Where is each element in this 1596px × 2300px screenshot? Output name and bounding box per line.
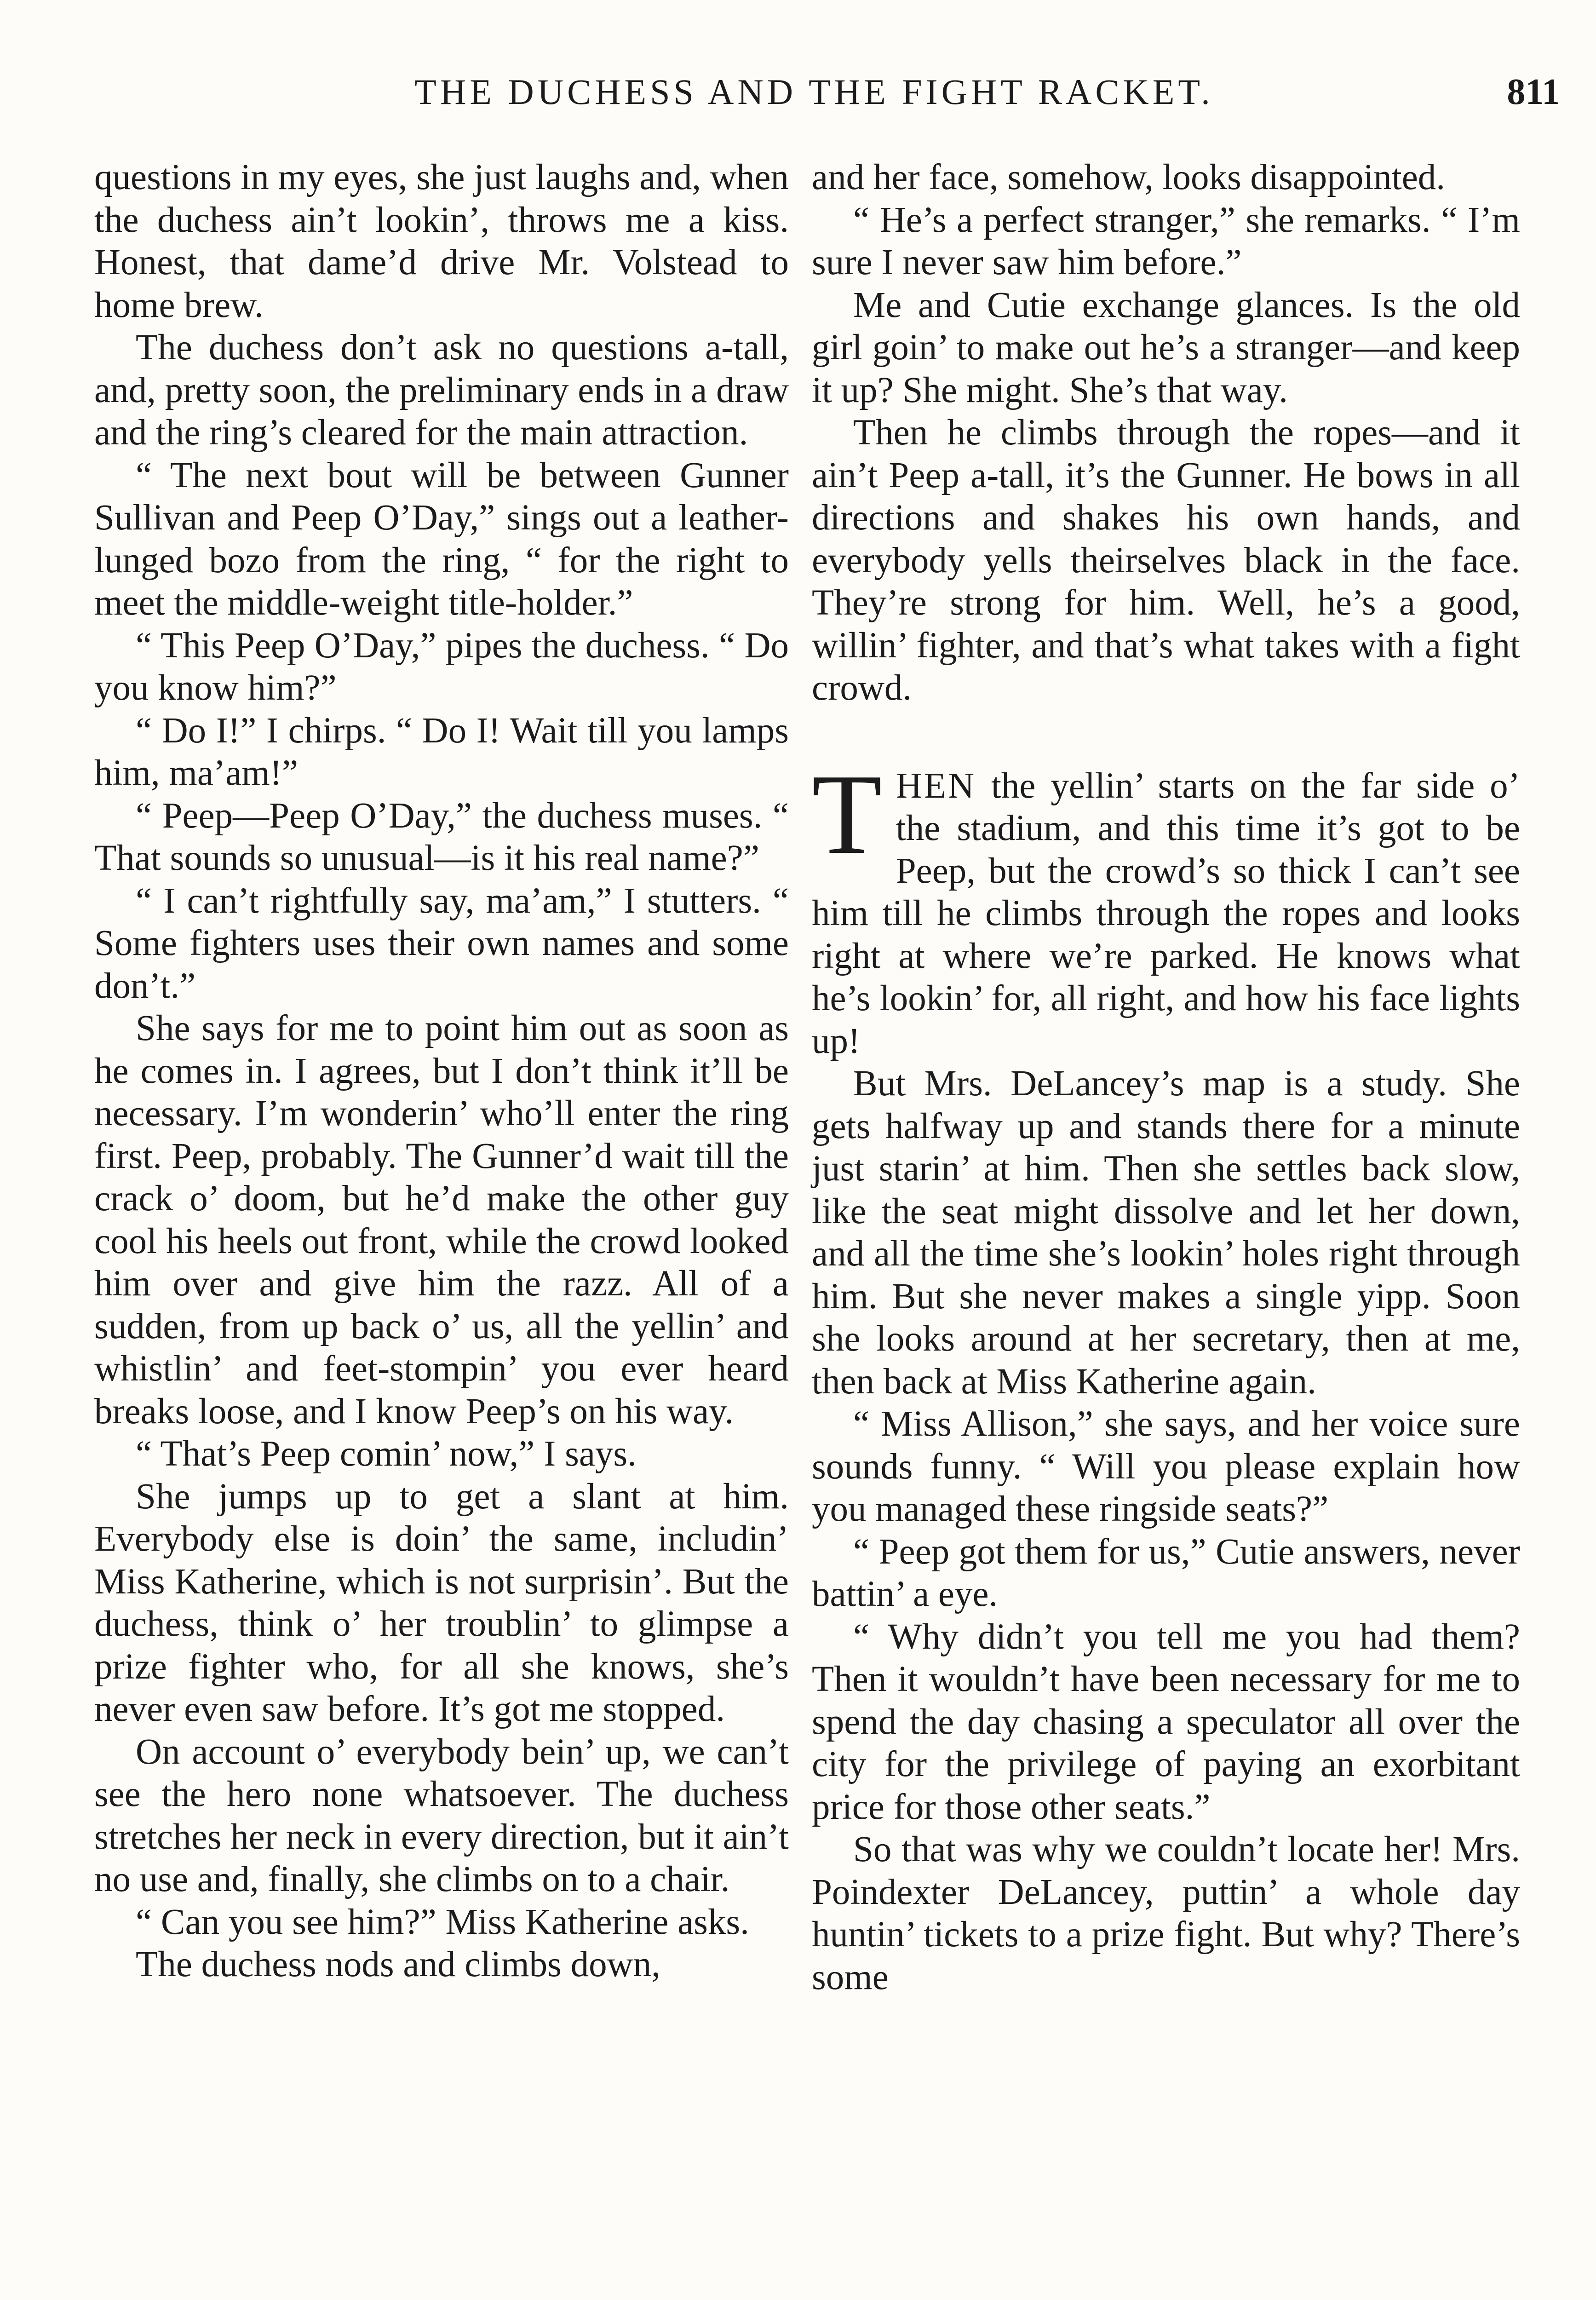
paragraph: “ Miss Allison,” she says, and her voice sure sounds funny. “ Will you please explain how you managed these ringside seats?” — [812, 1404, 1520, 1529]
page-number: 811 — [1507, 72, 1560, 112]
paragraph: “ Why didn’t you tell me you had them? Then it wouldn’t have been necessary for me to spend the day chasing a speculator all over the city for the privilege of paying an exorbitant price for those other seats.” — [812, 1616, 1520, 1827]
paragraph: “ I can’t rightfully say, ma’am,” I stutters. “ Some fighters uses their own names and some don’t.” — [94, 880, 789, 1006]
paragraph: “ This Peep O’Day,” pipes the duchess. “ Do you know him?” — [94, 625, 789, 708]
paragraph: Then he climbs through the ropes—and it ain’t Peep a-tall, it’s the Gunner. He bows in all directions and shakes his own hands, and everybody yells theirselves black in the face. They’re strong for him. Well, he’s a good, willin’ fighter, and that’s what takes with a fight crowd. — [812, 413, 1520, 708]
paragraph: questions in my eyes, she just laughs and, when the duchess ain’t lookin’, throws me a kiss. Honest, that dame’d drive Mr. Volstead to home brew. — [94, 157, 789, 325]
paragraph-text: the yellin’ starts on the far side o’ the stadium, and this time it’s got to be Peep, but the crowd’s so thick I can’t see him till he climbs through the ropes and looks right at where we’re parked. He knows what he’s lookin’ for, all right, and how his face lights up! — [812, 765, 1520, 1061]
left-column — [94, 156, 789, 1986]
paragraph: “ The next bout will be between Gunner Sullivan and Peep O’Day,” sings out a leather-lunged bozo from the ring, “ for the right to meet the middle-weight title-holder.” — [94, 455, 789, 623]
paragraph: and her face, somehow, looks disappointed. — [812, 157, 1446, 197]
drop-cap: T — [812, 750, 882, 878]
paragraph: The duchess nods and climbs down, — [136, 1944, 660, 1984]
paragraph: “ Peep—Peep O’Day,” the duchess muses. “ That sounds so unusual—is it his real name?” — [94, 795, 789, 878]
paragraph: On account o’ everybody bein’ up, we can’t see the hero none whatsoever. The duchess stretches her neck in every direction, but it ain’t no use and, finally, she climbs on to a chair. — [94, 1731, 789, 1899]
paragraph: But Mrs. DeLancey’s map is a study. She gets halfway up and stands there for a minute just starin’ at him. Then she settles back slow, like the seat might dissolve and let her down, and all the time she’s lookin’ holes right through him. But she never makes a single yipp. Soon she looks around at her secretary, then at me, then back at Miss Katherine again. — [812, 1064, 1520, 1402]
right-column — [812, 156, 1520, 1999]
section-break — [812, 710, 1520, 765]
dropcap-paragraph — [812, 750, 1520, 1063]
paragraph: She says for me to point him out as soon as he comes in. I agrees, but I don’t think it’ll be necessary. I’m wonderin’ who’ll enter the ring first. Peep, probably. The Gunner’d wait till the crack o’ doom, but he’d make the other guy cool his heels out front, while the crowd looked him over and give him the razz. All of a sudden, from up back o’ us, all the yellin’ and whistlin’ and feet-stompin’ you ever heard breaks loose, and I know Peep’s on his way. — [94, 1008, 789, 1432]
drop-cap-smallcaps: HEN — [896, 765, 976, 806]
paragraph: “ That’s Peep comin’ now,” I says. — [136, 1434, 637, 1474]
paragraph: Me and Cutie exchange glances. Is the old girl goin’ to make out he’s a stranger—and keep it up? She might. She’s that way. — [812, 285, 1520, 410]
running-head: THE DUCHESS AND THE FIGHT RACKET. — [414, 72, 1214, 112]
paragraph: “ Peep got them for us,” Cutie answers, never battin’ a eye. — [812, 1531, 1520, 1614]
paragraph: “ Do I!” I chirps. “ Do I! Wait till you lamps him, ma’am!” — [94, 710, 789, 793]
paragraph: “ He’s a perfect stranger,” she remarks. “ I’m sure I never saw him before.” — [812, 200, 1520, 282]
paragraph: So that was why we couldn’t locate her! Mrs. Poindexter DeLancey, puttin’ a whole day huntin’ tickets to a prize fight. But why? There’s some — [812, 1829, 1520, 1997]
paragraph: She jumps up to get a slant at him. Everybody else is doin’ the same, includin’ Miss Katherine, which is not surprisin’. But the duchess, think o’ her troublin’ to glimpse a prize fighter who, for all she knows, she’s never even saw before. It’s got me stopped. — [94, 1476, 789, 1729]
paragraph: The duchess don’t ask no questions a-tall, and, pretty soon, the preliminary ends in a draw and the ring’s cleared for the main attraction. — [94, 328, 789, 453]
paragraph: “ Can you see him?” Miss Katherine asks. — [136, 1902, 749, 1942]
